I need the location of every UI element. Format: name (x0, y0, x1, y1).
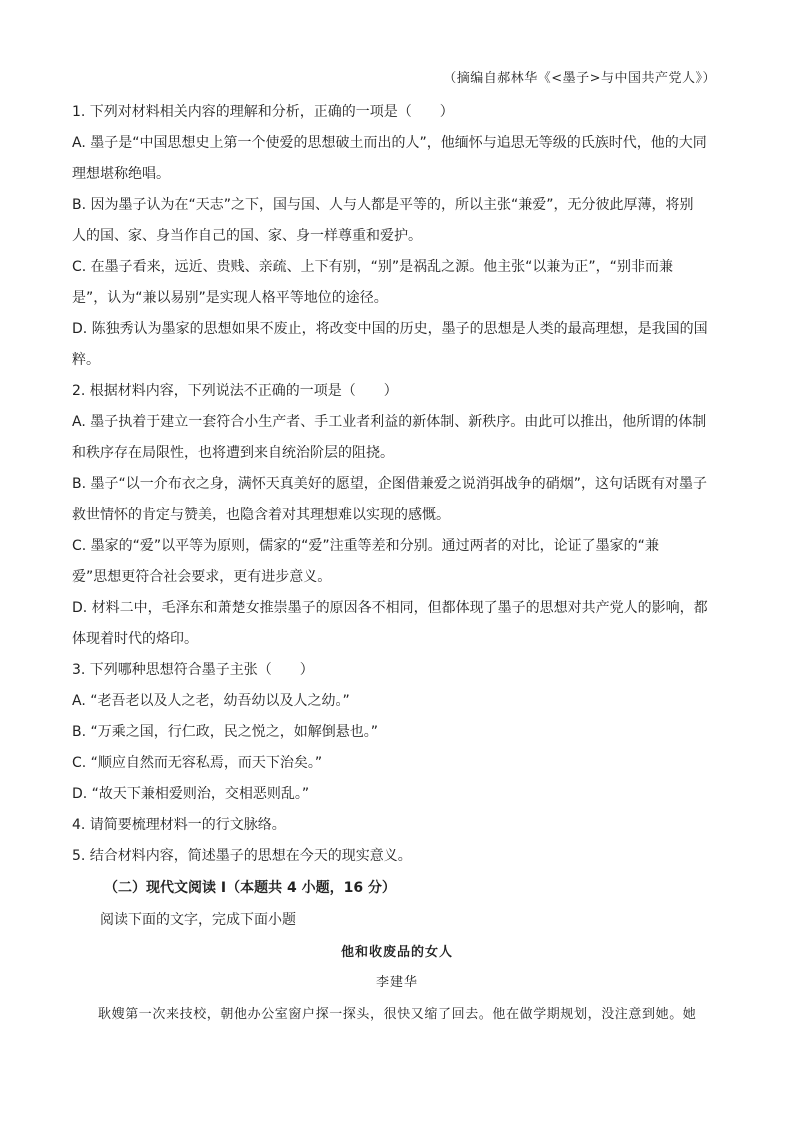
question-3-option-c: C. “顺应自然而无容私焉，而天下治矣。” (72, 755, 323, 771)
question-2-option-c-cont: 爱”思想更符合社会要求，更有进步意义。 (72, 569, 332, 585)
article-title: 他和收废品的女人 (340, 945, 453, 960)
source-note: （摘编自郝林华《<墨子>与中国共产党人》） (443, 71, 716, 86)
question-1-option-c: C. 在墨子看来，远近、贵贱、亲疏、上下有别，“别”是祸乱之源。他主张“以兼为正”，“别非而兼 (72, 259, 673, 275)
question-1-option-b: B. 因为墨子认为在“天志”之下，国与国、人与人都是平等的，所以主张“兼爱”，无分彼此厚薄，将别 (72, 197, 694, 213)
article-first-line: 耿嫂第一次来技校，朝他办公室窗户探一探头，很快又缩了回去。他在做学期规划，没注意到她。她 (98, 1007, 697, 1022)
question-2-option-b: B. 墨子“以一介布衣之身，满怀天真美好的愿望，企图借兼爱之说消弭战争的硝烟”，这句话既有对墨子 (72, 476, 708, 492)
question-2-option-c: C. 墨家的“爱”以平等为原则，儒家的“爱”注重等差和分别。通过两者的对比，论证了墨家的“兼 (72, 538, 659, 554)
question-3-option-a: A. “老吾老以及人之老，幼吾幼以及人之幼。” (72, 693, 350, 709)
question-3-stem: 3. 下列哪种思想符合墨子主张（ ） (72, 662, 314, 678)
question-2-option-d-cont: 体现着时代的烙印。 (72, 631, 198, 647)
question-2-option-a: A. 墨子执着于建立一套符合小生产者、手工业者利益的新体制、新秩序。由此可以推出，他所谓的体制 (72, 414, 707, 430)
question-4: 4. 请简要梳理材料一的行文脉络。 (72, 817, 286, 833)
article-author: 李建华 (375, 975, 418, 990)
question-1-option-d-cont: 粹。 (72, 352, 100, 368)
question-5: 5. 结合材料内容，简述墨子的思想在今天的现实意义。 (72, 848, 412, 864)
question-2-option-b-cont: 救世情怀的肯定与赞美，也隐含着对其理想难以实现的感慨。 (72, 507, 450, 523)
question-1-option-b-cont: 人的国、家、身当作自己的国、家、身一样尊重和爱护。 (72, 228, 422, 244)
question-1-option-d: D. 陈独秀认为墨家的思想如果不废止，将改变中国的历史，墨子的思想是人类的最高理想，是我国的国 (72, 321, 708, 337)
question-1-option-a: A. 墨子是“中国思想史上第一个使爱的思想破土而出的人”，他缅怀与追思无等级的氏族时代，他的大同 (72, 135, 707, 151)
question-2-stem: 2. 根据材料内容，下列说法不正确的一项是（ ） (72, 383, 398, 399)
question-1-option-a-cont: 理想堪称绝唱。 (72, 166, 170, 182)
section-intro: 阅读下面的文字，完成下面小题 (100, 912, 296, 928)
question-1-stem: 1. 下列对材料相关内容的理解和分析，正确的一项是（ ） (72, 104, 454, 120)
question-2-option-d: D. 材料二中，毛泽东和萧楚女推崇墨子的原因各不相同，但都体现了墨子的思想对共产党人的影响，都 (72, 600, 708, 616)
section-heading: （二）现代文阅读 I（本题共 4 小题，16 分） (104, 880, 396, 896)
question-3-option-b: B. “万乘之国，行仁政，民之悦之，如解倒悬也。” (72, 724, 379, 740)
question-1-option-c-cont: 是”，认为“兼以易别”是实现人格平等地位的途径。 (72, 290, 388, 306)
question-3-option-d: D. “故天下兼相爱则治，交相恶则乱。” (72, 786, 310, 802)
question-2-option-a-cont: 和秩序存在局限性，也将遭到来自统治阶层的阻挠。 (72, 445, 394, 461)
